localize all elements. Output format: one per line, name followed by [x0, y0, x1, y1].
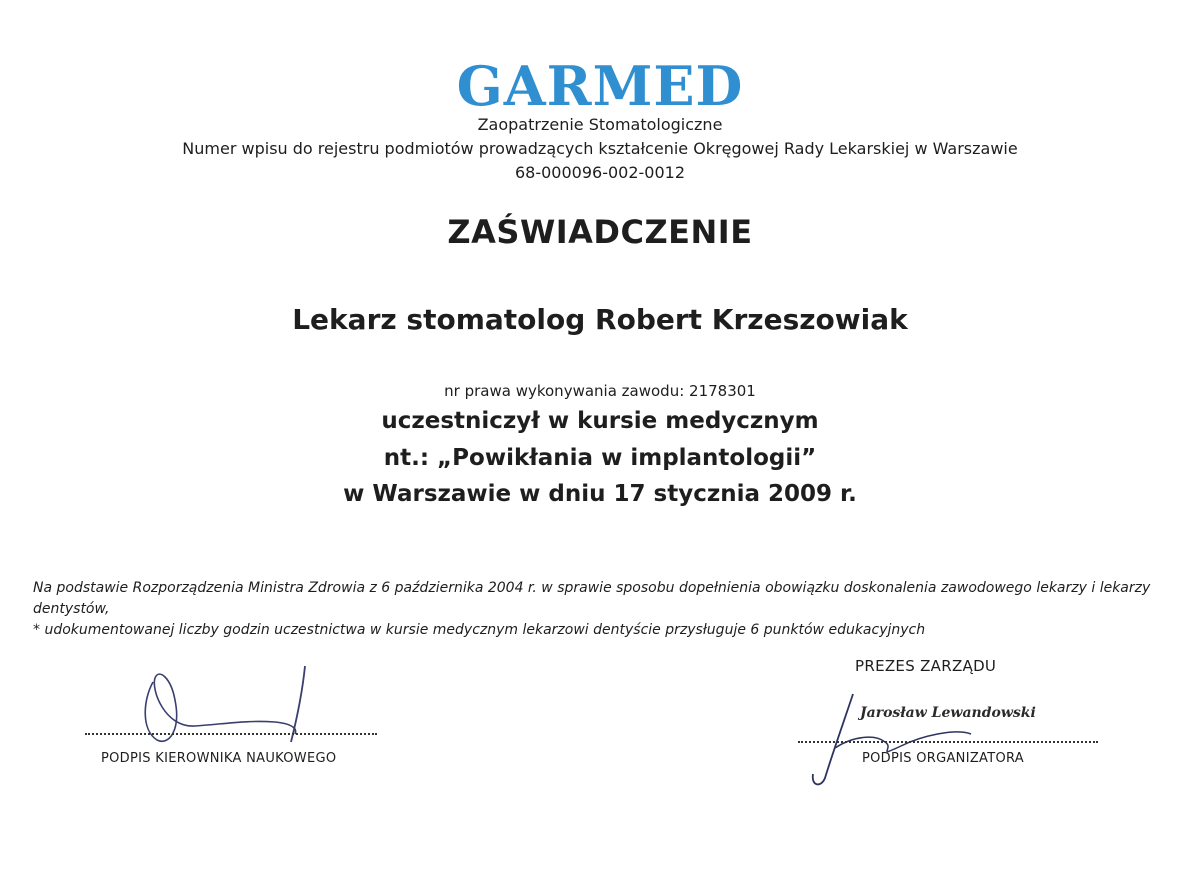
legal-notice [33, 578, 1163, 641]
legal-basis: Na podstawie Rozporządzenia Ministra Zdrowia z 6 października 2004 r. w sprawie sposobu dopełnienia obowiązku doskonalenia zawodowego lekarzy i lekarzy dentystów, [33, 580, 1151, 617]
course-place-date: w Warszawie w dniu 17 stycznia 2009 r. [343, 481, 857, 507]
registry-text: Numer wpisu do rejestru podmiotów prowadzących kształcenie Okręgowej Rady Lekarskiej w Warszawie [182, 139, 1018, 158]
president-title: PREZES ZARZĄDU [855, 657, 997, 675]
course-topic: nt.: „Powikłania w implantologii” [383, 445, 817, 471]
company-subtitle: Zaopatrzenie Stomatologiczne [477, 115, 723, 134]
certificate-title: ZAŚWIADCZENIE [447, 213, 753, 251]
registry-number: 68-000096-002-0012 [514, 163, 685, 182]
participation-text: uczestniczył w kursie medycznym [381, 408, 819, 434]
left-signature-line [85, 733, 377, 735]
organizer-label: PODPIS ORGANIZATORA [862, 751, 1024, 766]
garmed-logo: GARMED [456, 54, 744, 118]
recipient-name: Lekarz stomatolog Robert Krzeszowiak [292, 303, 908, 336]
scientific-director-label: PODPIS KIEROWNIKA NAUKOWEGO [101, 751, 337, 766]
license-number: nr prawa wykonywania zawodu: 2178301 [444, 382, 756, 400]
president-name-stamp: Jarosław Lewandowski [860, 705, 1036, 721]
education-points: * udokumentowanej liczby godzin uczestnictwa w kursie medycznym lekarzowi dentyście przysługuje 6 punktów edukacyjnych [33, 622, 926, 638]
right-signature-line [798, 741, 1098, 743]
